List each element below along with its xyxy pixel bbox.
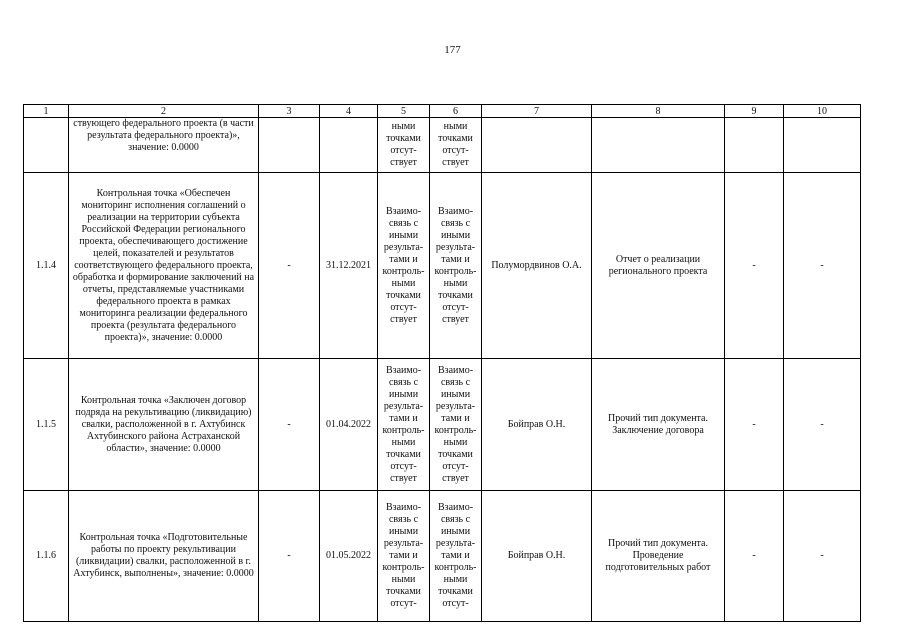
cell-col10 (784, 118, 861, 173)
column-header: 10 (784, 105, 861, 118)
cell-description: ствующего федерального проекта (в части результата федерального проекта)», значение: 0.0000 (69, 118, 259, 173)
column-header: 2 (69, 105, 259, 118)
column-header: 4 (320, 105, 378, 118)
cell-col9: - (725, 359, 784, 491)
cell-id: 1.1.4 (24, 173, 69, 359)
column-header: 9 (725, 105, 784, 118)
table-row-1-1-4 (24, 173, 861, 359)
cell-relation: Взаимо-связь с иными результа-тами и контроль-ными точками отсут- (430, 491, 482, 622)
cell-col3: - (259, 491, 320, 622)
cell-description: Контрольная точка «Обеспечен мониторинг исполнения соглашений о реализации на территории субъекта Российской Федерации регионального проекта, обеспечивающего достижение целей, показателей и результатов соответствующего федерального проекта, обработка и формирование заключений на отчеты, представляемые участниками федерального проекта в рамках мониторинга реализации федерального проекта (результата федерального проекта)», значение: 0.0000 (69, 173, 259, 359)
cell-date: 01.05.2022 (320, 491, 378, 622)
header-row (24, 105, 861, 118)
cell-description: Контрольная точка «Подготовительные работы по проекту рекультивации (ликвидации) свалки, расположенной в г. Ахтубинск, выполнены», значение: 0.0000 (69, 491, 259, 622)
cell-document: Отчет о реализации регионального проекта (592, 173, 725, 359)
table-row-1-1-5 (24, 359, 861, 491)
column-header: 7 (482, 105, 592, 118)
cell-id: 1.1.5 (24, 359, 69, 491)
column-header: 8 (592, 105, 725, 118)
control-points-table (23, 104, 861, 622)
column-header: 5 (378, 105, 430, 118)
cell-date (320, 118, 378, 173)
table-row-continuation (24, 118, 861, 173)
cell-relation: ными точками отсут-ствует (430, 118, 482, 173)
cell-col10: - (784, 173, 861, 359)
column-header: 1 (24, 105, 69, 118)
cell-date: 01.04.2022 (320, 359, 378, 491)
cell-relation: Взаимо-связь с иными результа-тами и контроль-ными точками отсут-ствует (430, 173, 482, 359)
table-row-1-1-6 (24, 491, 861, 622)
cell-col3: - (259, 173, 320, 359)
cell-relation: Взаимо-связь с иными результа-тами и контроль-ными точками отсут-ствует (430, 359, 482, 491)
cell-col9: - (725, 491, 784, 622)
cell-col9 (725, 118, 784, 173)
cell-col3: - (259, 359, 320, 491)
cell-col9: - (725, 173, 784, 359)
cell-id: 1.1.6 (24, 491, 69, 622)
cell-responsible: Полумордвинов О.А. (482, 173, 592, 359)
cell-relation: Взаимо-связь с иными результа-тами и контроль-ными точками отсут- (378, 491, 430, 622)
cell-relation: ными точками отсут-ствует (378, 118, 430, 173)
cell-id (24, 118, 69, 173)
cell-col10: - (784, 359, 861, 491)
cell-description: Контрольная точка «Заключен договор подряда на рекультивацию (ликвидацию) свалки, расположенной в г. Ахтубинск Ахтубинского района Астраханской области», значение: 0.0000 (69, 359, 259, 491)
cell-document: Прочий тип документа. Заключение договора (592, 359, 725, 491)
cell-col3 (259, 118, 320, 173)
cell-document: Прочий тип документа. Проведение подготовительных работ (592, 491, 725, 622)
cell-responsible: Бойправ О.Н. (482, 491, 592, 622)
column-header: 3 (259, 105, 320, 118)
cell-responsible (482, 118, 592, 173)
cell-relation: Взаимо-связь с иными результа-тами и контроль-ными точками отсут-ствует (378, 359, 430, 491)
cell-relation: Взаимо-связь с иными результа-тами и контроль-ными точками отсут-ствует (378, 173, 430, 359)
column-header: 6 (430, 105, 482, 118)
cell-col10: - (784, 491, 861, 622)
page-number: 177 (444, 44, 461, 56)
cell-document (592, 118, 725, 173)
cell-responsible: Бойправ О.Н. (482, 359, 592, 491)
cell-date: 31.12.2021 (320, 173, 378, 359)
